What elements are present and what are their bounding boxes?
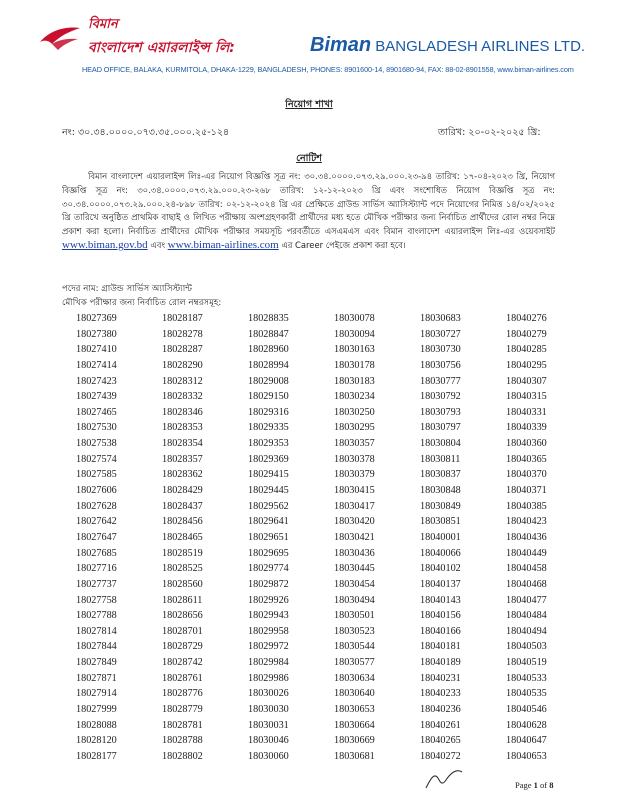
roll-number: 18040001 bbox=[420, 531, 461, 543]
link-biman-airlines[interactable]: www.biman-airlines.com bbox=[167, 238, 279, 251]
notice-title: নোটিশ bbox=[296, 153, 322, 164]
roll-column bbox=[248, 311, 334, 765]
roll-number: 18030421 bbox=[334, 531, 375, 543]
roll-number: 18028960 bbox=[248, 344, 289, 356]
roll-number: 18027410 bbox=[76, 344, 117, 356]
roll-number: 18028465 bbox=[162, 531, 203, 543]
roll-number: 18029415 bbox=[248, 469, 289, 481]
roll-number: 18030577 bbox=[334, 657, 375, 669]
roll-number: 18030848 bbox=[420, 485, 461, 497]
roll-number: 18027465 bbox=[76, 406, 117, 418]
roll-number: 18030030 bbox=[248, 704, 289, 716]
roll-number: 18040468 bbox=[506, 578, 547, 590]
roll-number: 18040102 bbox=[420, 563, 461, 575]
roll-number: 18027844 bbox=[76, 641, 117, 653]
roll-number: 18028994 bbox=[248, 359, 289, 371]
roll-number: 18030777 bbox=[420, 375, 461, 387]
roll-number: 18030234 bbox=[334, 391, 375, 403]
roll-number: 18028525 bbox=[162, 563, 203, 575]
roll-number: 18040339 bbox=[506, 422, 547, 434]
roll-number: 18028560 bbox=[162, 578, 203, 590]
notice-body bbox=[62, 170, 555, 253]
roll-number: 18030454 bbox=[334, 578, 375, 590]
roll-number: 18030026 bbox=[248, 688, 289, 700]
roll-number: 18028729 bbox=[162, 641, 203, 653]
roll-number: 18040477 bbox=[506, 594, 547, 606]
roll-number: 18030178 bbox=[334, 359, 375, 371]
roll-number: 18027914 bbox=[76, 688, 117, 700]
section-heading: নিয়োগ শাখা bbox=[285, 99, 333, 110]
roll-number: 18029984 bbox=[248, 657, 289, 669]
roll-number: 18027737 bbox=[76, 578, 117, 590]
roll-number: 18030837 bbox=[420, 469, 461, 481]
roll-number: 18028779 bbox=[162, 704, 203, 716]
roll-number: 18027423 bbox=[76, 375, 117, 387]
office-address: HEAD OFFICE, BALAKA, KURMITOLA, DHAKA-1229, BANGLADESH, PHONES: 8901600-14, 8901680-94, FAX: 88-02-8901558, www.biman-airlines.com bbox=[82, 65, 574, 74]
roll-number: 18040143 bbox=[420, 594, 461, 606]
roll-number: 18030792 bbox=[420, 391, 461, 403]
reference-number: নং: ৩০.৩৪.০০০০.০৭৩.৩৫.০০০.২৫-১২৪ bbox=[62, 127, 230, 138]
roll-number: 18027369 bbox=[76, 313, 117, 324]
roll-number: 18029986 bbox=[248, 672, 289, 684]
roll-number: 18028429 bbox=[162, 485, 203, 497]
roll-number: 18027685 bbox=[76, 547, 117, 559]
roll-number: 18029353 bbox=[248, 438, 289, 450]
roll-number: 18030681 bbox=[334, 750, 375, 762]
roll-number: 18028701 bbox=[162, 625, 203, 637]
roll-number: 18027999 bbox=[76, 704, 117, 716]
roll-number: 18027538 bbox=[76, 438, 117, 450]
notice-date: তারিখ: ২০-০২-২০২৫ খ্রি: bbox=[438, 127, 541, 138]
notice-body-and: এবং bbox=[150, 239, 165, 250]
roll-number: 18040233 bbox=[420, 688, 461, 700]
roll-number: 18029872 bbox=[248, 578, 289, 590]
roll-number: 18030420 bbox=[334, 516, 375, 528]
roll-number: 18028781 bbox=[162, 719, 203, 731]
roll-number: 18029641 bbox=[248, 516, 289, 528]
roll-number: 18040494 bbox=[506, 625, 547, 637]
roll-number: 18029335 bbox=[248, 422, 289, 434]
roll-number: 18040370 bbox=[506, 469, 547, 481]
roll-number: 18030378 bbox=[334, 453, 375, 465]
roll-number: 18040535 bbox=[506, 688, 547, 700]
post-name: পদের নাম: গ্রাউন্ড সার্ভিস অ্যাসিস্ট্যান্ট bbox=[62, 284, 193, 294]
roll-number: 18028088 bbox=[76, 719, 117, 731]
roll-list-heading: মৌখিক পরীক্ষার জন্য নির্বাচিত রোল নম্বরসমূহ: bbox=[62, 298, 222, 308]
roll-number: 18040261 bbox=[420, 719, 461, 731]
biman-logo-icon bbox=[38, 22, 82, 52]
notice-body-text: বিমান বাংলাদেশ এয়ারলাইন্স লিঃ-এর নিয়োগ বিজ্ঞপ্তি সূত্র নং: ৩০.৩৪.০০০০.০৭৩.২৯.০০০.২৩-৯৪ তারিখ: ১৭-০৪-২০২৩ খ্রি, নিয়োগ বিজ্ঞপ্তি সূত্র নং: ৩০.৩৪.০০০০.০৭৩.২৯.০০০.২৩-২৬৮ তারিখ: ১২-১২-২০২৩ খ্রি এবং সংশোধিত নিয়োগ বিজ্ঞপ্তি সূত্র নং: ৩০.৩৪.০০০০.০৭৩.২৯.০০০.২৪-৮৯৮ তারিখ: ০২-১২-২০২৪ খ্রি এর প্রেক্ষিতে গ্রাউন্ড সার্ভিস অ্যাসিস্ট্যান্ট পদে নিয়োগের নিমিত্ত ১৪/০২/২০২৫ খ্রি তারিখে অনুষ্ঠিত প্রাথমিক বাছাই ও লিখিত পরীক্ষায় অংশগ্রহণকারী প্রার্থীদের মধ্য হতে মৌখিক পরীক্ষার জন্য নির্বাচিত প্রার্থীদের রোল নম্বর নিম্নে প্রকাশ করা হলো। নির্বাচিত প্রার্থীদের মৌখিক পরীক্ষার সময়সূচি পরবর্তীতে এসএমএস এবং বিমান বাংলাদেশ এয়ারলাইন্স লিঃ-এর ওয়েবসাইট bbox=[62, 171, 555, 237]
roll-number: 18027380 bbox=[76, 328, 117, 340]
roll-number: 18027849 bbox=[76, 657, 117, 669]
roll-number: 18040181 bbox=[420, 641, 461, 653]
roll-number: 18040236 bbox=[420, 704, 461, 716]
roll-number: 18028332 bbox=[162, 391, 203, 403]
roll-number: 18028290 bbox=[162, 359, 203, 371]
roll-number: 18030756 bbox=[420, 359, 461, 371]
roll-number: 18030060 bbox=[248, 750, 289, 762]
roll-number: 18028346 bbox=[162, 406, 203, 418]
roll-number: 18027758 bbox=[76, 594, 117, 606]
roll-number: 18040653 bbox=[506, 750, 547, 762]
roll-number: 18030664 bbox=[334, 719, 375, 731]
roll-number: 18028312 bbox=[162, 375, 203, 387]
brand-name: Biman bbox=[310, 34, 372, 56]
roll-number: 18027606 bbox=[76, 485, 117, 497]
signature-mark bbox=[422, 762, 482, 792]
roll-number: 18028357 bbox=[162, 453, 203, 465]
roll-number: 18030078 bbox=[334, 313, 375, 324]
roll-number: 18040166 bbox=[420, 625, 461, 637]
roll-number: 18030501 bbox=[334, 610, 375, 622]
roll-number: 18030730 bbox=[420, 344, 461, 356]
roll-number: 18029651 bbox=[248, 531, 289, 543]
roll-number: 18040189 bbox=[420, 657, 461, 669]
roll-number: 18028353 bbox=[162, 422, 203, 434]
roll-number: 18040385 bbox=[506, 500, 547, 512]
roll-number: 18030163 bbox=[334, 344, 375, 356]
roll-number: 18027628 bbox=[76, 500, 117, 512]
roll-number: 18027871 bbox=[76, 672, 117, 684]
roll-number: 18040066 bbox=[420, 547, 461, 559]
roll-number: 18029943 bbox=[248, 610, 289, 622]
roll-number: 18030544 bbox=[334, 641, 375, 653]
roll-number: 18040295 bbox=[506, 359, 547, 371]
page-current: 1 bbox=[533, 780, 538, 790]
roll-number: 18030415 bbox=[334, 485, 375, 497]
roll-number: 18040315 bbox=[506, 391, 547, 403]
roll-number: 18030445 bbox=[334, 563, 375, 575]
roll-number: 18030793 bbox=[420, 406, 461, 418]
roll-number: 18040331 bbox=[506, 406, 547, 418]
roll-number: 18040519 bbox=[506, 657, 547, 669]
roll-number: 18028287 bbox=[162, 344, 203, 356]
roll-number: 18030683 bbox=[420, 313, 461, 324]
roll-number: 18040279 bbox=[506, 328, 547, 340]
roll-number: 18030797 bbox=[420, 422, 461, 434]
roll-number: 18028761 bbox=[162, 672, 203, 684]
notice-body-tail: এর Career পেইজে প্রকাশ করা হবে। bbox=[281, 239, 406, 250]
roll-number: 18030523 bbox=[334, 625, 375, 637]
roll-number: 18040265 bbox=[420, 735, 461, 747]
roll-number: 18028788 bbox=[162, 735, 203, 747]
roll-number: 18028776 bbox=[162, 688, 203, 700]
roll-number: 18040484 bbox=[506, 610, 547, 622]
brand-name-rest: BANGLADESH AIRLINES LTD. bbox=[375, 38, 586, 55]
roll-number: 18028802 bbox=[162, 750, 203, 762]
roll-number: 18040546 bbox=[506, 704, 547, 716]
roll-column bbox=[76, 311, 162, 765]
page-of-label: of bbox=[540, 780, 548, 790]
roll-number: 18030250 bbox=[334, 406, 375, 418]
roll-number: 18028187 bbox=[162, 313, 203, 324]
roll-number: 18030379 bbox=[334, 469, 375, 481]
roll-number: 18030183 bbox=[334, 375, 375, 387]
roll-number: 18030811 bbox=[420, 453, 461, 465]
roll-number: 18027814 bbox=[76, 625, 117, 637]
roll-number: 18027574 bbox=[76, 453, 117, 465]
roll-number: 18028611 bbox=[162, 594, 203, 606]
roll-number: 18040503 bbox=[506, 641, 547, 653]
page-label: Page bbox=[515, 780, 532, 790]
brand-bengali-line1: বিমান bbox=[88, 17, 118, 32]
roll-number: 18030357 bbox=[334, 438, 375, 450]
roll-number: 18030436 bbox=[334, 547, 375, 559]
roll-number: 18030295 bbox=[334, 422, 375, 434]
roll-number: 18028742 bbox=[162, 657, 203, 669]
roll-number: 18029316 bbox=[248, 406, 289, 418]
roll-number: 18028519 bbox=[162, 547, 203, 559]
page-total: 8 bbox=[549, 780, 554, 790]
roll-number: 18029695 bbox=[248, 547, 289, 559]
brand-bengali-line2: বাংলাদেশ এয়ারলাইন্স লি: bbox=[88, 40, 235, 56]
roll-number: 18027788 bbox=[76, 610, 117, 622]
roll-number: 18029774 bbox=[248, 563, 289, 575]
roll-number: 18029958 bbox=[248, 625, 289, 637]
roll-number: 18040371 bbox=[506, 485, 547, 497]
roll-number: 18040449 bbox=[506, 547, 547, 559]
roll-number: 18028656 bbox=[162, 610, 203, 622]
roll-number: 18040360 bbox=[506, 438, 547, 450]
roll-number: 18030653 bbox=[334, 704, 375, 716]
roll-number: 18040365 bbox=[506, 453, 547, 465]
roll-number: 18028362 bbox=[162, 469, 203, 481]
roll-number: 18028456 bbox=[162, 516, 203, 528]
roll-number: 18028437 bbox=[162, 500, 203, 512]
roll-number: 18028177 bbox=[76, 750, 117, 762]
roll-number: 18040272 bbox=[420, 750, 461, 762]
roll-number: 18029150 bbox=[248, 391, 289, 403]
roll-number: 18040647 bbox=[506, 735, 547, 747]
roll-number: 18030494 bbox=[334, 594, 375, 606]
roll-number: 18040423 bbox=[506, 516, 547, 528]
roll-number: 18040628 bbox=[506, 719, 547, 731]
roll-number: 18027439 bbox=[76, 391, 117, 403]
roll-number: 18027530 bbox=[76, 422, 117, 434]
roll-number: 18040231 bbox=[420, 672, 461, 684]
roll-number: 18030634 bbox=[334, 672, 375, 684]
roll-number: 18030669 bbox=[334, 735, 375, 747]
roll-number: 18030849 bbox=[420, 500, 461, 512]
roll-number: 18040533 bbox=[506, 672, 547, 684]
roll-number: 18030804 bbox=[420, 438, 461, 450]
roll-number: 18030046 bbox=[248, 735, 289, 747]
roll-column bbox=[334, 311, 420, 765]
roll-number: 18030727 bbox=[420, 328, 461, 340]
roll-number: 18040285 bbox=[506, 344, 547, 356]
roll-number: 18030417 bbox=[334, 500, 375, 512]
roll-number: 18027414 bbox=[76, 359, 117, 371]
roll-number: 18027716 bbox=[76, 563, 117, 575]
roll-column bbox=[506, 311, 592, 765]
roll-number: 18028847 bbox=[248, 328, 289, 340]
roll-number: 18029972 bbox=[248, 641, 289, 653]
roll-column bbox=[162, 311, 248, 765]
roll-number: 18029445 bbox=[248, 485, 289, 497]
roll-number: 18040137 bbox=[420, 578, 461, 590]
roll-number: 18030094 bbox=[334, 328, 375, 340]
roll-number: 18040276 bbox=[506, 313, 547, 324]
roll-number: 18040156 bbox=[420, 610, 461, 622]
roll-number: 18029369 bbox=[248, 453, 289, 465]
roll-number: 18040436 bbox=[506, 531, 547, 543]
page-indicator bbox=[515, 780, 554, 790]
roll-number: 18030031 bbox=[248, 719, 289, 731]
roll-number: 18029008 bbox=[248, 375, 289, 387]
roll-number: 18040458 bbox=[506, 563, 547, 575]
roll-number: 18028835 bbox=[248, 313, 289, 324]
roll-number: 18029926 bbox=[248, 594, 289, 606]
roll-number: 18030851 bbox=[420, 516, 461, 528]
roll-number: 18027647 bbox=[76, 531, 117, 543]
roll-number: 18027585 bbox=[76, 469, 117, 481]
roll-number: 18030640 bbox=[334, 688, 375, 700]
roll-number-table bbox=[76, 311, 592, 765]
roll-number: 18029562 bbox=[248, 500, 289, 512]
roll-number: 18040307 bbox=[506, 375, 547, 387]
link-biman-gov[interactable]: www.biman.gov.bd bbox=[62, 238, 148, 251]
roll-number: 18028120 bbox=[76, 735, 117, 747]
roll-column bbox=[420, 311, 506, 765]
roll-number: 18028354 bbox=[162, 438, 203, 450]
roll-number: 18028278 bbox=[162, 328, 203, 340]
roll-number: 18027642 bbox=[76, 516, 117, 528]
brand-english bbox=[310, 34, 585, 57]
